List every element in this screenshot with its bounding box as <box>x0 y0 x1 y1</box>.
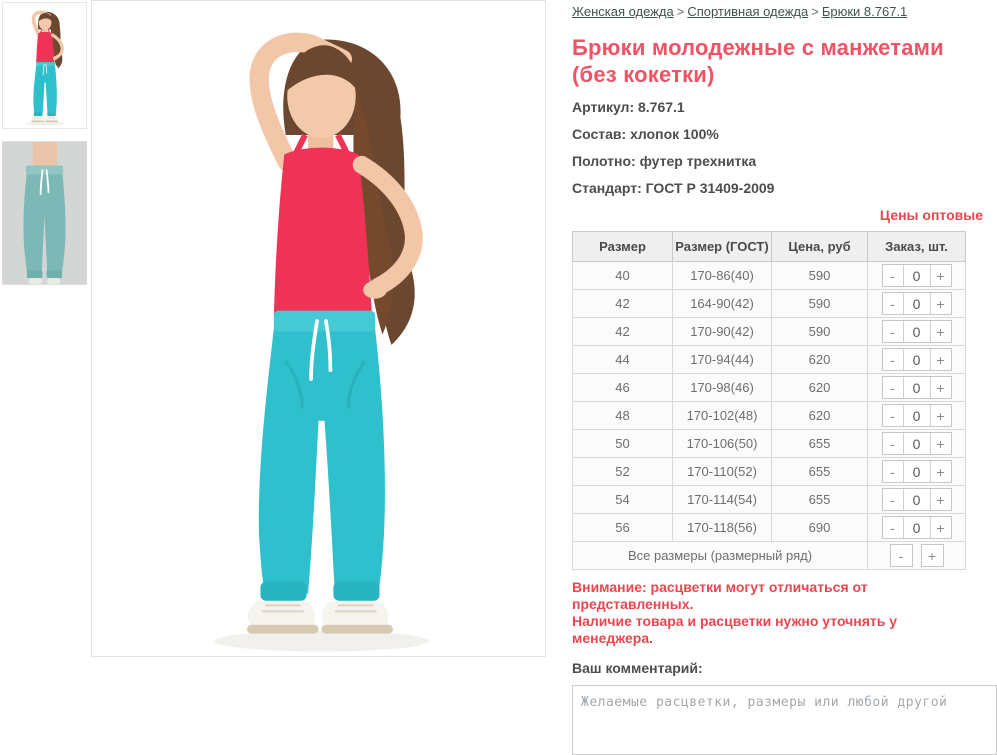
qty-input[interactable] <box>903 461 931 482</box>
price-cell: 620 <box>772 402 868 430</box>
qty-decrease-button[interactable]: - <box>883 321 903 342</box>
qty-stepper <box>882 460 952 483</box>
size-table <box>572 231 966 570</box>
gost-size-cell: 170-110(52) <box>673 458 772 486</box>
qty-input[interactable] <box>903 293 931 314</box>
gost-size-cell: 170-94(44) <box>673 346 772 374</box>
column-header-gost: Размер (ГОСТ) <box>673 232 772 262</box>
column-header-price: Цена, руб <box>772 232 868 262</box>
qty-increase-button[interactable]: + <box>931 517 951 538</box>
size-cell: 40 <box>573 262 673 290</box>
size-row <box>573 458 966 486</box>
qty-cell <box>868 430 966 458</box>
product-attribute-article: Артикул: 8.767.1 <box>572 99 685 115</box>
qty-stepper <box>882 404 952 427</box>
qty-cell <box>868 402 966 430</box>
size-row <box>573 402 966 430</box>
qty-decrease-button[interactable]: - <box>883 377 903 398</box>
all-sizes-label: Все размеры (размерный ряд) <box>573 542 868 570</box>
breadcrumb-separator: > <box>811 4 819 19</box>
qty-stepper <box>882 264 952 287</box>
qty-decrease-button[interactable]: - <box>883 517 903 538</box>
product-title: Брюки молодежные с манжетами (без кокетки) <box>572 35 944 87</box>
qty-decrease-button[interactable]: - <box>883 265 903 286</box>
size-cell: 48 <box>573 402 673 430</box>
qty-increase-button[interactable]: + <box>931 489 951 510</box>
thumbnail-model-photo[interactable] <box>2 2 87 129</box>
qty-cell <box>868 346 966 374</box>
product-attribute-fabric: Полотно: футер трехнитка <box>572 153 757 169</box>
availability-notice-line1: Внимание: расцветки могут отличаться от представленных. <box>572 579 868 612</box>
qty-input[interactable] <box>903 433 931 454</box>
price-cell: 655 <box>772 486 868 514</box>
gost-size-cell: 170-106(50) <box>673 430 772 458</box>
model-photo-graphic <box>3 3 86 128</box>
qty-decrease-button[interactable]: - <box>883 349 903 370</box>
size-cell: 52 <box>573 458 673 486</box>
qty-cell <box>868 290 966 318</box>
all-sizes-row <box>573 542 966 570</box>
price-cell: 655 <box>772 430 868 458</box>
size-row <box>573 290 966 318</box>
qty-stepper <box>882 516 952 539</box>
product-photo[interactable] <box>91 0 546 657</box>
qty-increase-button[interactable]: + <box>931 265 951 286</box>
qty-increase-button[interactable]: + <box>931 405 951 426</box>
price-cell: 655 <box>772 458 868 486</box>
price-cell: 690 <box>772 514 868 542</box>
qty-input[interactable] <box>903 517 931 538</box>
size-row <box>573 318 966 346</box>
size-cell: 56 <box>573 514 673 542</box>
price-cell: 590 <box>772 262 868 290</box>
qty-increase-button[interactable]: + <box>931 349 951 370</box>
qty-cell <box>868 374 966 402</box>
gost-size-cell: 170-118(56) <box>673 514 772 542</box>
size-cell: 46 <box>573 374 673 402</box>
qty-cell <box>868 262 966 290</box>
qty-input[interactable] <box>903 377 931 398</box>
qty-input[interactable] <box>903 321 931 342</box>
comment-textarea[interactable] <box>572 685 997 755</box>
size-row <box>573 430 966 458</box>
gost-size-cell: 164-90(42) <box>673 290 772 318</box>
qty-cell <box>868 486 966 514</box>
qty-cell <box>868 318 966 346</box>
size-row <box>573 486 966 514</box>
qty-decrease-button[interactable]: - <box>883 461 903 482</box>
price-cell: 620 <box>772 374 868 402</box>
size-cell: 42 <box>573 318 673 346</box>
product-attributes <box>572 99 973 197</box>
qty-stepper <box>882 488 952 511</box>
breadcrumb-link-sportswear[interactable]: Спортивная одежда <box>687 4 809 19</box>
qty-stepper <box>882 432 952 455</box>
qty-increase-button[interactable]: + <box>931 321 951 342</box>
gost-size-cell: 170-114(54) <box>673 486 772 514</box>
price-cell: 590 <box>772 318 868 346</box>
qty-input[interactable] <box>903 489 931 510</box>
size-cell: 50 <box>573 430 673 458</box>
breadcrumb <box>572 4 973 19</box>
qty-increase-button[interactable]: + <box>931 293 951 314</box>
qty-increase-button[interactable]: + <box>931 433 951 454</box>
all-sizes-qty-cell <box>868 542 966 570</box>
gost-size-cell: 170-102(48) <box>673 402 772 430</box>
column-header-size: Размер <box>573 232 673 262</box>
size-cell: 42 <box>573 290 673 318</box>
price-cell: 620 <box>772 346 868 374</box>
size-row <box>573 262 966 290</box>
pants-photo-graphic <box>3 142 86 284</box>
qty-decrease-button[interactable]: - <box>883 293 903 314</box>
size-table-header-row <box>573 232 966 262</box>
size-cell: 54 <box>573 486 673 514</box>
qty-cell <box>868 514 966 542</box>
product-attribute-standard: Стандарт: ГОСТ Р 31409-2009 <box>572 180 775 196</box>
qty-decrease-button[interactable]: - <box>883 433 903 454</box>
all-sizes-decrease-button[interactable]: - <box>890 544 913 567</box>
qty-stepper <box>882 320 952 343</box>
availability-notice <box>572 579 973 647</box>
breadcrumb-link-womens-clothing[interactable]: Женская одежда <box>572 4 674 19</box>
qty-input[interactable] <box>903 265 931 286</box>
breadcrumb-separator: > <box>676 4 685 19</box>
price-cell: 590 <box>772 290 868 318</box>
thumbnail-gallery <box>2 2 88 285</box>
qty-input[interactable] <box>903 349 931 370</box>
product-info-panel <box>572 0 983 755</box>
gost-size-cell: 170-98(46) <box>673 374 772 402</box>
qty-stepper <box>882 292 952 315</box>
qty-increase-button[interactable]: + <box>931 377 951 398</box>
model-photo-graphic-large <box>92 1 545 656</box>
qty-cell <box>868 458 966 486</box>
all-sizes-increase-button[interactable]: + <box>921 544 944 567</box>
availability-notice-line2: Наличие товара и расцветки нужно уточнять у менеджера. <box>572 613 898 646</box>
wholesale-prices-note: Цены оптовые <box>879 207 983 223</box>
size-cell: 44 <box>573 346 673 374</box>
comment-label: Ваш комментарий: <box>572 660 703 676</box>
size-row <box>573 374 966 402</box>
size-row <box>573 514 966 542</box>
qty-decrease-button[interactable]: - <box>883 405 903 426</box>
gost-size-cell: 170-90(42) <box>673 318 772 346</box>
product-attribute-composition: Состав: хлопок 100% <box>572 126 719 142</box>
size-row <box>573 346 966 374</box>
gost-size-cell: 170-86(40) <box>673 262 772 290</box>
thumbnail-pants-photo[interactable] <box>2 141 87 285</box>
qty-input[interactable] <box>903 405 931 426</box>
breadcrumb-link-product[interactable]: Брюки 8.767.1 <box>821 4 908 19</box>
qty-increase-button[interactable]: + <box>931 461 951 482</box>
qty-stepper <box>882 376 952 399</box>
qty-stepper <box>882 348 952 371</box>
qty-decrease-button[interactable]: - <box>883 489 903 510</box>
column-header-quantity: Заказ, шт. <box>868 232 966 262</box>
